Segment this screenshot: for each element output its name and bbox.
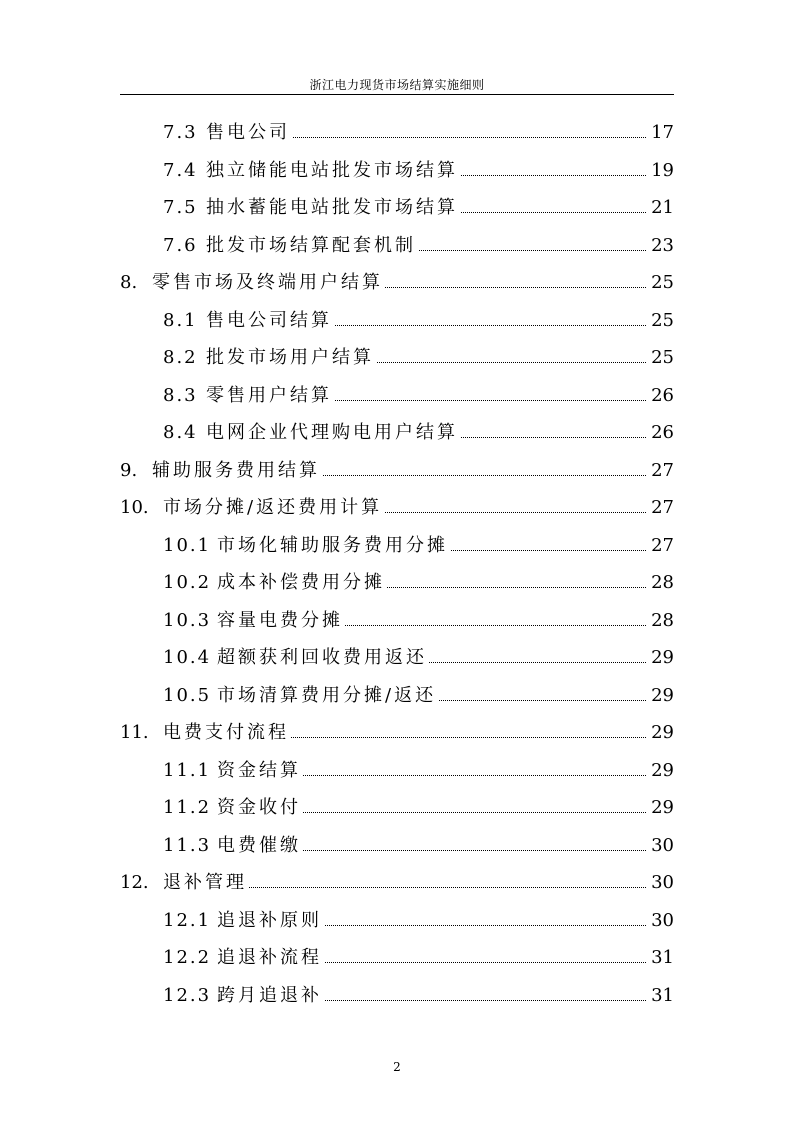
toc-entry[interactable] xyxy=(0,981,794,1011)
toc-entry-page: 23 xyxy=(646,231,674,261)
toc-entry-title: 售电公司结算 xyxy=(206,306,334,336)
toc-entry-number: 7.5 xyxy=(163,197,198,218)
toc-entry[interactable] xyxy=(0,531,794,561)
toc-entry-number: 10. xyxy=(120,497,149,518)
toc-entry-number: 8.1 xyxy=(163,309,198,331)
toc-entry-title: 电费支付流程 xyxy=(163,718,291,748)
toc-entry-number: 10.5 xyxy=(163,684,212,706)
toc-entry-title: 零售市场及终端用户结算 xyxy=(152,268,385,298)
toc-entry-page: 29 xyxy=(646,718,674,748)
toc-entry[interactable] xyxy=(0,418,794,448)
toc-entry[interactable] xyxy=(0,868,794,898)
page-number: 2 xyxy=(393,1060,401,1074)
toc-entry[interactable] xyxy=(0,193,794,223)
toc-entry-number: 12. xyxy=(120,872,149,893)
toc-entry-title: 容量电费分摊 xyxy=(217,606,345,636)
toc-entry-number: 11.2 xyxy=(163,797,212,818)
toc-entry-number: 9. xyxy=(120,459,138,481)
toc-entry-title: 市场化辅助服务费用分摊 xyxy=(217,531,450,561)
toc-entry-page: 27 xyxy=(646,456,674,486)
toc-entry-page: 31 xyxy=(646,943,674,973)
toc-entry-title: 抽水蓄能电站批发市场结算 xyxy=(206,193,460,223)
toc-entry[interactable] xyxy=(0,681,794,711)
toc-entry[interactable] xyxy=(0,831,794,861)
toc-entry-number: 12.3 xyxy=(163,984,212,1006)
toc-entry-page: 27 xyxy=(646,531,674,561)
toc-entry[interactable] xyxy=(0,756,794,786)
toc-entry-title: 辅助服务费用结算 xyxy=(152,456,322,486)
toc-entry-page: 29 xyxy=(646,681,674,711)
toc-entry-title: 成本补偿费用分摊 xyxy=(217,568,387,598)
toc-entry-page: 19 xyxy=(646,156,674,186)
toc-entry-page: 30 xyxy=(646,868,674,898)
toc-entry-title: 批发市场用户结算 xyxy=(206,343,376,373)
toc-entry-page: 29 xyxy=(646,756,674,786)
toc-entry[interactable] xyxy=(0,343,794,373)
toc-entry-title: 追退补原则 xyxy=(217,906,324,936)
toc-entry-title: 跨月追退补 xyxy=(217,981,324,1011)
toc-entry-title: 资金结算 xyxy=(217,756,303,786)
toc-entry[interactable] xyxy=(0,306,794,336)
toc-entry[interactable] xyxy=(0,568,794,598)
toc-entry[interactable] xyxy=(0,793,794,823)
toc-entry[interactable] xyxy=(0,906,794,936)
toc-entry[interactable] xyxy=(0,156,794,186)
running-header: 浙江电力现货市场结算实施细则 xyxy=(309,78,485,92)
toc-entry-page: 25 xyxy=(646,268,674,298)
toc-entry[interactable] xyxy=(0,493,794,523)
toc-entry-page: 21 xyxy=(646,193,674,223)
toc-entry[interactable] xyxy=(0,606,794,636)
toc-entry-title: 独立储能电站批发市场结算 xyxy=(206,156,460,186)
toc-entry-number: 11. xyxy=(120,722,149,743)
toc-entry-page: 26 xyxy=(646,381,674,411)
toc-entry-page: 29 xyxy=(646,643,674,673)
toc-entry-number: 7.6 xyxy=(163,234,198,256)
toc-entry-title: 市场分摊/返还费用计算 xyxy=(163,493,384,523)
toc-entry[interactable] xyxy=(0,268,794,298)
toc-entry-title: 零售用户结算 xyxy=(206,381,334,411)
toc-entry-title: 电费催缴 xyxy=(217,831,303,861)
toc-entry-page: 30 xyxy=(646,831,674,861)
toc-entry-title: 批发市场结算配套机制 xyxy=(206,231,418,261)
toc-entry[interactable] xyxy=(0,718,794,748)
toc-entry-number: 11.3 xyxy=(163,834,212,856)
toc-entry-number: 8. xyxy=(120,272,138,293)
toc-entry-number: 7.3 xyxy=(163,122,198,143)
toc-entry-page: 31 xyxy=(646,981,674,1011)
toc-entry[interactable] xyxy=(0,943,794,973)
toc-entry-title: 售电公司 xyxy=(206,118,292,148)
toc-entry[interactable] xyxy=(0,118,794,148)
toc-entry-number: 12.2 xyxy=(163,947,212,968)
toc-entry-title: 超额获利回收费用返还 xyxy=(217,643,429,673)
toc-entry[interactable] xyxy=(0,456,794,486)
toc-entry-number: 10.4 xyxy=(163,647,212,668)
toc-entry[interactable] xyxy=(0,643,794,673)
toc-entry-title: 资金收付 xyxy=(217,793,303,823)
toc-entry-page: 26 xyxy=(646,418,674,448)
toc-entry-number: 7.4 xyxy=(163,159,198,181)
toc-entry-number: 10.2 xyxy=(163,572,212,593)
toc-entry-title: 退补管理 xyxy=(163,868,249,898)
toc-entry-page: 28 xyxy=(646,606,674,636)
toc-entry-title: 电网企业代理购电用户结算 xyxy=(206,418,460,448)
toc-entry-number: 11.1 xyxy=(163,759,212,781)
toc-entry-number: 10.1 xyxy=(163,534,212,556)
toc-entry[interactable] xyxy=(0,231,794,261)
toc-entry-page: 30 xyxy=(646,906,674,936)
toc-entry-page: 27 xyxy=(646,493,674,523)
toc-entry-number: 8.3 xyxy=(163,384,198,406)
toc-entry[interactable] xyxy=(0,381,794,411)
toc-entry-title: 市场清算费用分摊/返还 xyxy=(217,681,438,711)
toc-entry-title: 追退补流程 xyxy=(217,943,324,973)
toc-entry-page: 28 xyxy=(646,568,674,598)
toc-entry-page: 25 xyxy=(646,306,674,336)
toc-entry-number: 12.1 xyxy=(163,909,212,931)
toc-entry-page: 25 xyxy=(646,343,674,373)
toc-entry-page: 29 xyxy=(646,793,674,823)
toc-entry-number: 8.2 xyxy=(163,347,198,368)
toc-entry-page: 17 xyxy=(646,118,674,148)
toc-entry-number: 8.4 xyxy=(163,422,198,443)
toc-entry-number: 10.3 xyxy=(163,609,212,631)
